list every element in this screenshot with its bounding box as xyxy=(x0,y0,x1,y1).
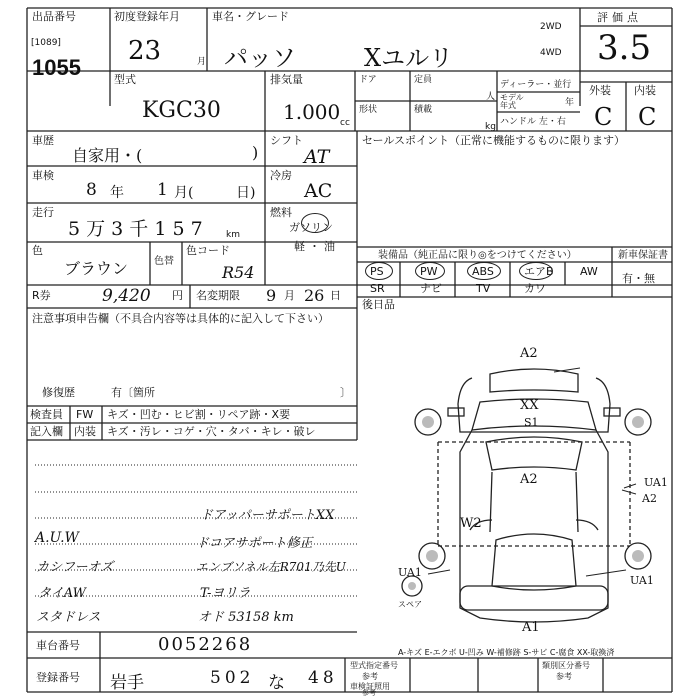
load-label: 積載 xyxy=(414,105,433,115)
history-value: 自家用・( xyxy=(72,146,143,165)
inspection-year-unit: 年 xyxy=(110,185,124,201)
reg-number: 48 xyxy=(308,668,338,688)
shift-value: AT xyxy=(304,146,330,168)
equip-pw: PW xyxy=(420,265,438,278)
lot-label: 出品番号 xyxy=(32,10,76,23)
note-auw: A.U.W xyxy=(35,530,79,546)
interior-label: 内装 xyxy=(74,425,96,438)
model-year-label: モデル 年式 xyxy=(500,93,524,110)
inspection-label: 車検 xyxy=(32,169,54,182)
disp-value: 1.000 xyxy=(283,100,341,124)
ps-circle-icon xyxy=(365,262,393,280)
lot-number: 1055 xyxy=(32,55,81,80)
disp-label: 排気量 xyxy=(270,73,303,86)
fuel-gasoline: ガソリン xyxy=(289,221,333,234)
note-door-upper: ドアッパーサポートXX xyxy=(200,508,335,523)
equip-ps: PS xyxy=(370,265,384,278)
fuel-diesel: 軽・油 xyxy=(294,240,339,253)
dealer-label: ディーラー・並行 xyxy=(500,80,572,90)
damage-mark-roof: A2 xyxy=(520,472,538,487)
repair-value: 有〔箇所 xyxy=(111,386,155,399)
int-label: 内装 xyxy=(634,84,656,97)
color-code-label: 色コード xyxy=(186,244,230,257)
first-reg-year: 23 xyxy=(128,36,162,66)
type-label: 型式指定番号 xyxy=(350,661,398,670)
equip-leather: カワ xyxy=(524,282,546,295)
equip-tv: TV xyxy=(476,282,491,295)
ext-label: 外装 xyxy=(589,84,611,97)
recycle-unit: 円 xyxy=(172,289,183,302)
inspector-label-2: 記入欄 xyxy=(30,425,63,438)
shape-label: 形状 xyxy=(359,105,378,115)
damage-mark-left: W2 xyxy=(460,516,482,531)
note-studless: スタドレス xyxy=(36,610,101,625)
mileage-value: 5 万 3 千 1 5 7 xyxy=(68,218,203,240)
after-item-label: 後日品 xyxy=(362,298,395,311)
car-name: パッソ xyxy=(224,44,296,72)
mileage-unit: km xyxy=(226,230,240,240)
car-grade: Xユルリ xyxy=(364,44,454,72)
repair-label: 修復歴 xyxy=(42,386,75,399)
due-day: 26 xyxy=(304,286,325,305)
history-label: 車歴 xyxy=(32,134,54,147)
damage-legend: A-キズ E-エクボ U-凹み W-補修跡 S-サビ C-腐食 XX-取換済 xyxy=(398,648,615,657)
abs-circle-icon xyxy=(467,262,501,280)
due-day-unit: 日 xyxy=(330,289,341,302)
first-reg-label: 初度登録年月 xyxy=(114,10,180,23)
color-value: ブラウン xyxy=(64,259,129,278)
equip-sr: SR xyxy=(370,282,385,295)
damage-mark-rear: A1 xyxy=(522,620,540,635)
note-core-support: ドコアサポート修正 xyxy=(196,536,313,551)
warranty-label: 新車保証書 xyxy=(618,250,668,261)
lot-sub: [1089] xyxy=(31,38,61,48)
grade-label: 評価点 xyxy=(597,11,642,24)
equip-abs: ABS xyxy=(472,265,494,278)
drive-2wd: 2WD xyxy=(540,22,562,32)
month-unit: 月 xyxy=(197,57,207,67)
due-month: 9 xyxy=(266,286,277,305)
int-value: C xyxy=(638,103,657,131)
damage-mark-right-2: A2 xyxy=(642,492,657,505)
recycle-label: R券 xyxy=(32,289,51,302)
chassis-label: 車台番号 xyxy=(36,639,80,652)
inspection-month-unit: 月( xyxy=(174,185,194,201)
notes-label: 注意事項申告欄（不具合内容等は具体的に記入して下さい） xyxy=(32,312,329,325)
inspection-day-unit: 日) xyxy=(236,185,256,201)
note-tire-aw: タイAW xyxy=(38,586,86,601)
year-unit: 年 xyxy=(565,98,575,108)
cert-ref: 参考 xyxy=(362,689,376,697)
damage-mark-right-1: UA1 xyxy=(644,476,668,489)
sales-point-label: セールスポイント（正常に機能するものに限ります） xyxy=(362,134,626,147)
model-label: 型式 xyxy=(114,73,136,86)
color-label: 色 xyxy=(32,244,43,257)
type-ref: 参考 xyxy=(362,672,378,681)
pw-circle-icon xyxy=(415,262,445,280)
inspection-year: 8 xyxy=(86,180,97,200)
model-value: KGC30 xyxy=(142,98,221,123)
kg-unit: kg xyxy=(485,122,496,132)
fuel-label: 燃料 xyxy=(270,206,292,219)
reg-label: 登録番号 xyxy=(36,671,80,684)
door-label: ドア xyxy=(359,75,377,85)
warranty-value: 有・無 xyxy=(622,272,655,285)
equip-navi: ナビ xyxy=(420,282,442,295)
chassis-value: 0052268 xyxy=(158,634,253,655)
fw-items: キズ・凹む・ヒビ割・リペア跡・X要 xyxy=(107,408,291,421)
reg-kana: な xyxy=(268,673,285,693)
drive-4wd: 4WD xyxy=(540,48,562,58)
recycle-value: 9,420 xyxy=(102,286,151,306)
capacity-label: 定員 xyxy=(414,75,433,85)
person-unit: 人 xyxy=(486,92,496,102)
note-engine-panel: エンブソネル左R701乃先U xyxy=(196,560,346,574)
note-odometer: オド 53158 km xyxy=(198,610,294,625)
damage-mark-rear-right: UA1 xyxy=(630,574,654,587)
class-ref: 参考 xyxy=(556,672,572,681)
fw-label: FW xyxy=(76,408,94,421)
color-change-label: 色替 xyxy=(154,256,174,267)
reg-region: 岩手 xyxy=(110,673,144,693)
spare-label: スペア xyxy=(398,600,422,609)
mileage-label: 走行 xyxy=(32,206,54,219)
score-value: 3.5 xyxy=(597,28,652,68)
note-cash: カシフーオズ xyxy=(36,560,114,575)
damage-mark-front: A2 xyxy=(520,346,538,361)
airbag-circle-icon xyxy=(519,262,553,280)
ac-label: 冷房 xyxy=(270,169,292,182)
due-month-unit: 月 xyxy=(284,289,295,302)
class-label: 類別区分番号 xyxy=(542,661,590,670)
equip-airbag: エアB xyxy=(524,265,554,278)
interior-items: キズ・汚レ・コゲ・穴・タバ・キレ・破レ xyxy=(107,425,316,438)
equip-aw: AW xyxy=(580,265,598,278)
inspection-month: 1 xyxy=(157,180,168,200)
cert-label: 車検証照用 xyxy=(350,682,390,691)
due-label: 名変期限 xyxy=(196,289,240,302)
reg-class: 502 xyxy=(210,668,255,688)
note-t-yori: T-ヨリラ xyxy=(200,586,251,601)
repair-close: 〕 xyxy=(340,386,351,399)
history-paren: ) xyxy=(252,143,259,162)
color-code-value: R54 xyxy=(222,263,255,282)
damage-mark-hood-s1: S1 xyxy=(524,416,539,429)
handle-label: ハンドル 左・右 xyxy=(500,117,566,127)
equipment-label: 装備品（純正品に限り◎をつけてください） xyxy=(378,250,577,261)
fuel-gasoline-circle-icon xyxy=(301,213,329,233)
car-name-label: 車名・グレード xyxy=(212,10,289,23)
ac-value: AC xyxy=(304,180,333,202)
damage-mark-hood: XX xyxy=(520,398,539,413)
damage-mark-rear-left: UA1 xyxy=(398,566,422,579)
ext-value: C xyxy=(594,103,613,131)
inspector-label-1: 検査員 xyxy=(30,408,63,421)
cc-unit: cc xyxy=(340,118,350,128)
shift-label: シフト xyxy=(270,134,303,147)
